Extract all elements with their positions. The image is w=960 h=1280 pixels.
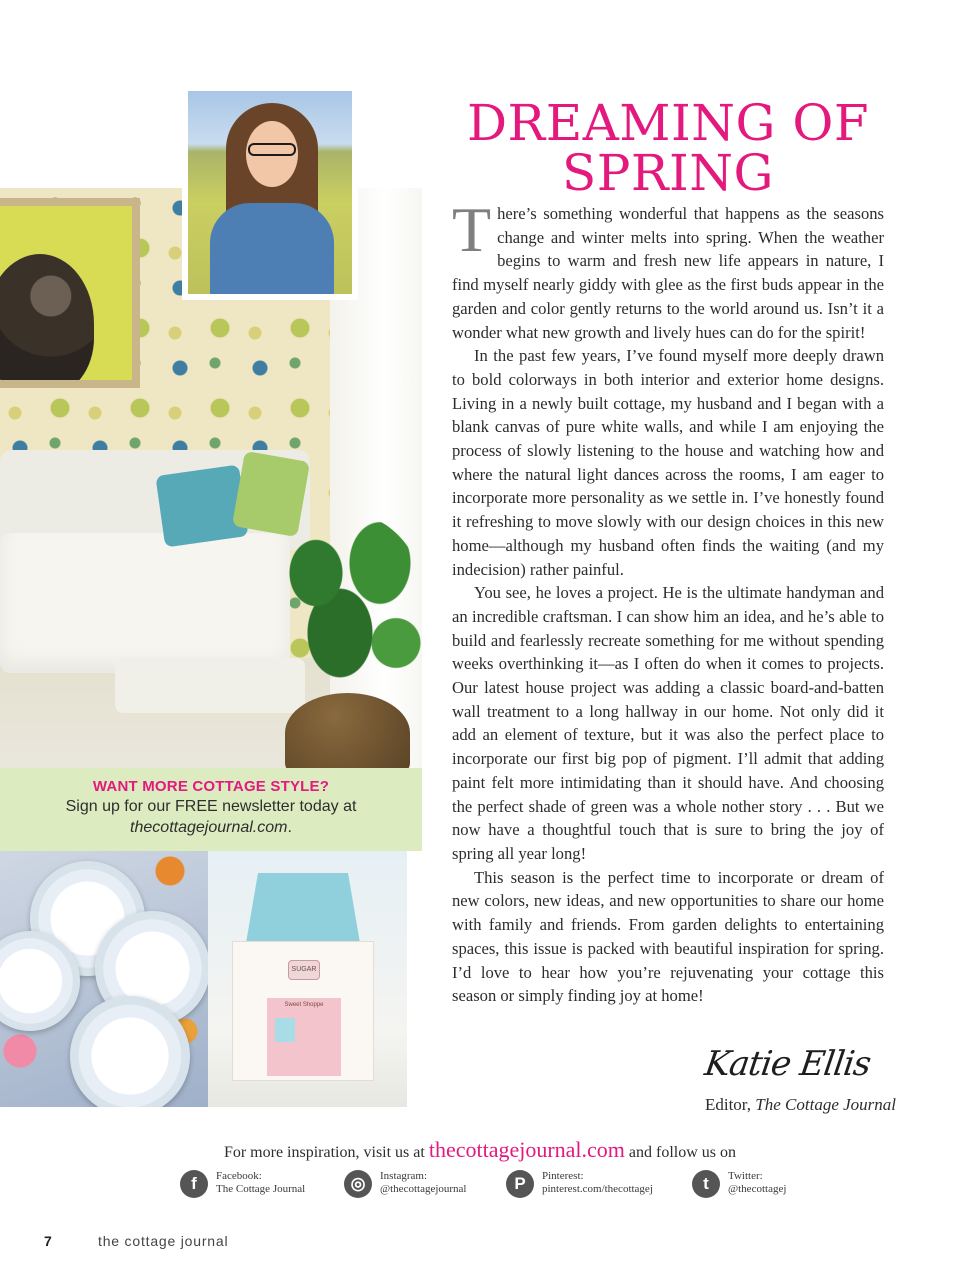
paragraph-4: This season is the perfect time to incorporate or dream of new colors, new ideas, and new opportunities to share our home with family and friends. From garden delights to entertaining spaces, this issue is packed with beautiful inspiration for spring. I’d love to hear how you’re rejuvenating your cottage this season or simply finding joy at home! — [452, 867, 884, 1006]
footer-suffix: and follow us on — [628, 1144, 737, 1161]
paragraph-3: You see, he loves a project. He is the ultimate handyman and an incredible craftsman. I can show him an idea, and he’s able to build and fearlessly recreate something for me without spending weeks overthinking it—as I often do when it comes to projects. Our latest house project was adding a classic board-and-batten wall treatment to a long hallway in our home. Not only did it add an element of texture, but it was also the perfect place to incorporate our first big pop of pigment. I’ll admit that adding paint felt more intimidating than it should have. And choosing the perfect shade of green was a whole nother story . . . But we now have a thoughtful touch that is sure to bring the joy of spring all year long! — [452, 583, 884, 863]
editor-prefix: Editor, — [704, 1095, 752, 1114]
sofa-seat — [0, 533, 290, 673]
portrait-denim-shirt — [210, 203, 334, 300]
article-body — [452, 194, 884, 1008]
pinterest-handle[interactable]: pinterest.com/thecottagej — [542, 1183, 653, 1195]
title-line-1: DREAMING OF — [466, 94, 870, 152]
editor-magazine: The Cottage Journal — [755, 1095, 896, 1114]
promo-period: . — [287, 819, 292, 836]
twitter-handle[interactable]: @thecottagej — [728, 1183, 787, 1195]
promo-heading: WANT MORE COTTAGE STYLE? — [92, 778, 330, 795]
title-line-2: SPRING — [562, 144, 774, 202]
facebook-label: Facebook: — [216, 1170, 262, 1182]
instagram-handle[interactable]: @thecottagejournal — [380, 1183, 467, 1195]
framed-cat-painting — [0, 198, 140, 388]
canister-body — [232, 941, 374, 1081]
cat-figure — [0, 254, 94, 380]
portrait-glasses — [248, 143, 296, 156]
social-twitter[interactable] — [692, 1170, 786, 1204]
potted-plant — [268, 513, 422, 713]
page-magazine-name: the cottage journal — [98, 1233, 229, 1249]
canister-photo — [208, 851, 407, 1107]
pinterest-text — [542, 1170, 653, 1196]
painting-canvas — [0, 206, 132, 380]
paragraph-1-text: here’s something wonderful that happens as the seasons change and winter melts into spring. When the weather begins to warm and fresh new life appears in nature, I find myself nearly giddy with glee as the first buds appear in the garden and color gently returns to the world around us. Isn’t it a wonder what new growth and lively hues can do for the spirit! — [452, 204, 884, 342]
editor-signature: Katie Ellis — [702, 1044, 873, 1084]
canister-roof — [228, 873, 378, 943]
instagram-text — [380, 1170, 467, 1196]
instagram-label: Instagram: — [380, 1170, 428, 1182]
article-title — [452, 94, 884, 202]
promo-site-link[interactable]: thecottagejournal.com — [130, 819, 288, 836]
twitter-text — [728, 1170, 786, 1196]
promo-line: Sign up for our FREE newsletter today at — [65, 798, 357, 815]
shop-front — [267, 998, 341, 1076]
facebook-handle[interactable]: The Cottage Journal — [216, 1183, 306, 1195]
editor-credit — [705, 1095, 896, 1115]
paragraph-1 — [452, 194, 884, 344]
plate — [70, 996, 190, 1107]
shop-window — [275, 1018, 295, 1042]
footer-prefix: For more inspiration, visit us at — [223, 1144, 425, 1161]
sofa-chaise — [115, 658, 305, 713]
promo-site-line — [0, 817, 422, 838]
pinterest-icon[interactable]: P — [506, 1170, 534, 1198]
paragraph-2: In the past few years, I’ve found myself more deeply drawn to bold colorways in both interior and exterior home designs. Living in a newly built cottage, my husband and I began with a blank canvas of pure white walls, and while I am enjoying the process of slowly listening to the house and watching how and where the natural light dances across the rooms, I am eager to incorporate more personality as we settle in. I’ve honestly found it refreshing to move slowly with our design choices in this new home—although my husband often finds the waiting (and my indecision) rather painful. — [452, 346, 884, 579]
plates-photo — [0, 851, 208, 1107]
copper-pot — [285, 693, 410, 768]
green-pillow — [232, 451, 310, 537]
footer-site-link[interactable]: thecottagejournal.com — [428, 1137, 625, 1162]
social-facebook[interactable] — [180, 1170, 305, 1204]
twitter-label: Twitter: — [728, 1170, 763, 1182]
newsletter-promo[interactable] — [0, 768, 422, 851]
facebook-text — [216, 1170, 305, 1196]
editor-portrait — [182, 85, 358, 300]
instagram-icon[interactable]: ◎ — [344, 1170, 372, 1198]
twitter-icon[interactable]: t — [692, 1170, 720, 1198]
page-number: 7 — [44, 1233, 52, 1249]
facebook-icon[interactable]: f — [180, 1170, 208, 1198]
drop-cap: T — [452, 194, 492, 265]
sugar-label: SUGAR — [288, 960, 320, 980]
pinterest-label: Pinterest: — [542, 1170, 584, 1182]
footer-inspiration-line — [0, 1137, 960, 1163]
social-instagram[interactable] — [344, 1170, 467, 1204]
social-pinterest[interactable] — [506, 1170, 653, 1204]
shop-sign: Sweet Shoppe — [284, 1002, 324, 1008]
